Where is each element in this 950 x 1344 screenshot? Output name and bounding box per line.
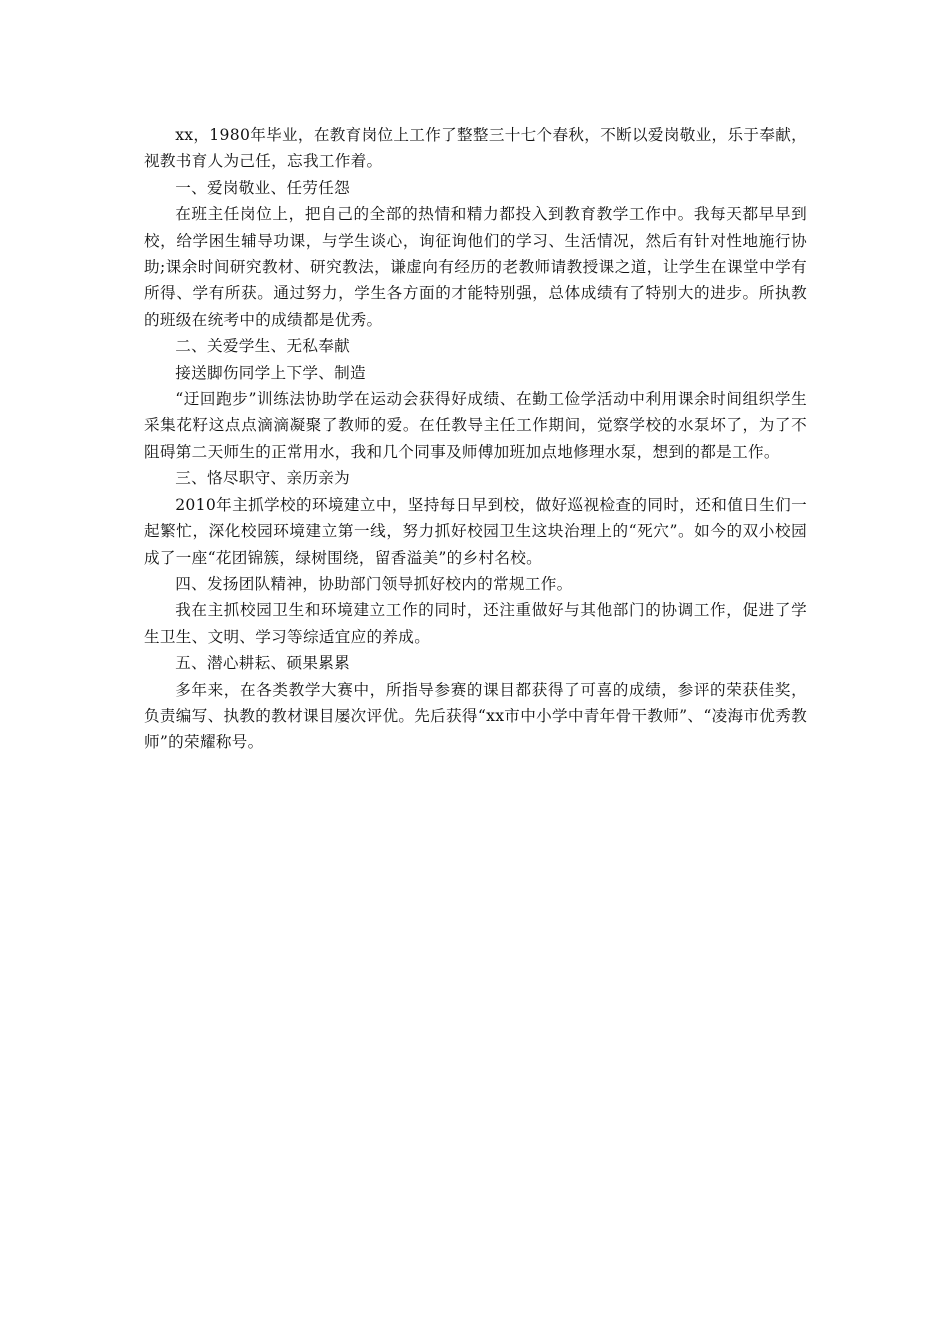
body-paragraph-3: 2010年主抓学校的环境建立中，坚持每日早到校，做好巡视检查的同时，还和值日生们一起繁忙，深化校园环境建立第一线，努力抓好校园卫生这块治理上的“死穴”。如今的双小校园成了一座“花团锦簇，绿树围绕，留香溢美”的乡村名校。	[144, 495, 807, 567]
body-paragraph-4: 我在主抓校园卫生和环境建立工作的同时，还注重做好与其他部门的协调工作，促进了学生卫生、文明、学习等综适宜应的养成。	[144, 601, 807, 646]
section-heading-5: 五、潜心耕耘、硕果累累	[175, 654, 351, 673]
document-page	[144, 122, 807, 756]
body-paragraph-2b: “迂回跑步”训练法协助学在运动会获得好成绩、在勤工俭学活动中利用课余时间组织学生采集花籽这点点滴滴凝聚了教师的爱。在任教导主任工作期间，觉察学校的水泵坏了，为了不阻碍第二天师生的正常用水，我和几个同事及师傅加班加点地修理水泵，想到的都是工作。	[144, 390, 807, 461]
section-heading-1: 一、爱岗敬业、任劳任怨	[175, 178, 351, 197]
section-heading-4: 四、发扬团队精神，协助部门领导抓好校内的常规工作。	[175, 574, 573, 593]
section-heading-2: 二、关爱学生、无私奉献	[175, 337, 351, 356]
body-paragraph-5: 多年来，在各类教学大赛中，所指导参赛的课目都获得了可喜的成绩，参评的荣获佳奖，负责编写、执教的教材课目屡次评优。先后获得“xx市中小学中青年骨干教师”、“凌海市优秀教师”的荣耀称号。	[144, 680, 807, 752]
section-heading-3: 三、恪尽职守、亲历亲为	[175, 469, 351, 488]
body-paragraph-2a: 接送脚伤同学上下学、制造	[175, 363, 366, 382]
intro-paragraph: xx，1980年毕业，在教育岗位上工作了整整三十七个春秋，不断以爱岗敬业，乐于奉献，视教书育人为己任，忘我工作着。	[144, 126, 807, 171]
body-paragraph-1: 在班主任岗位上，把自己的全部的热情和精力都投入到教育教学工作中。我每天都早早到校，给学困生辅导功课，与学生谈心，询征询他们的学习、生活情况，然后有针对性地施行协助;课余时间研究教材、研究教法，谦虚向有经历的老教师请教授课之道，让学生在课堂中学有所得、学有所获。通过努力，学生各方面的才能特别强，总体成绩有了特别大的进步。所执教的班级在统考中的成绩都是优秀。	[144, 205, 807, 329]
